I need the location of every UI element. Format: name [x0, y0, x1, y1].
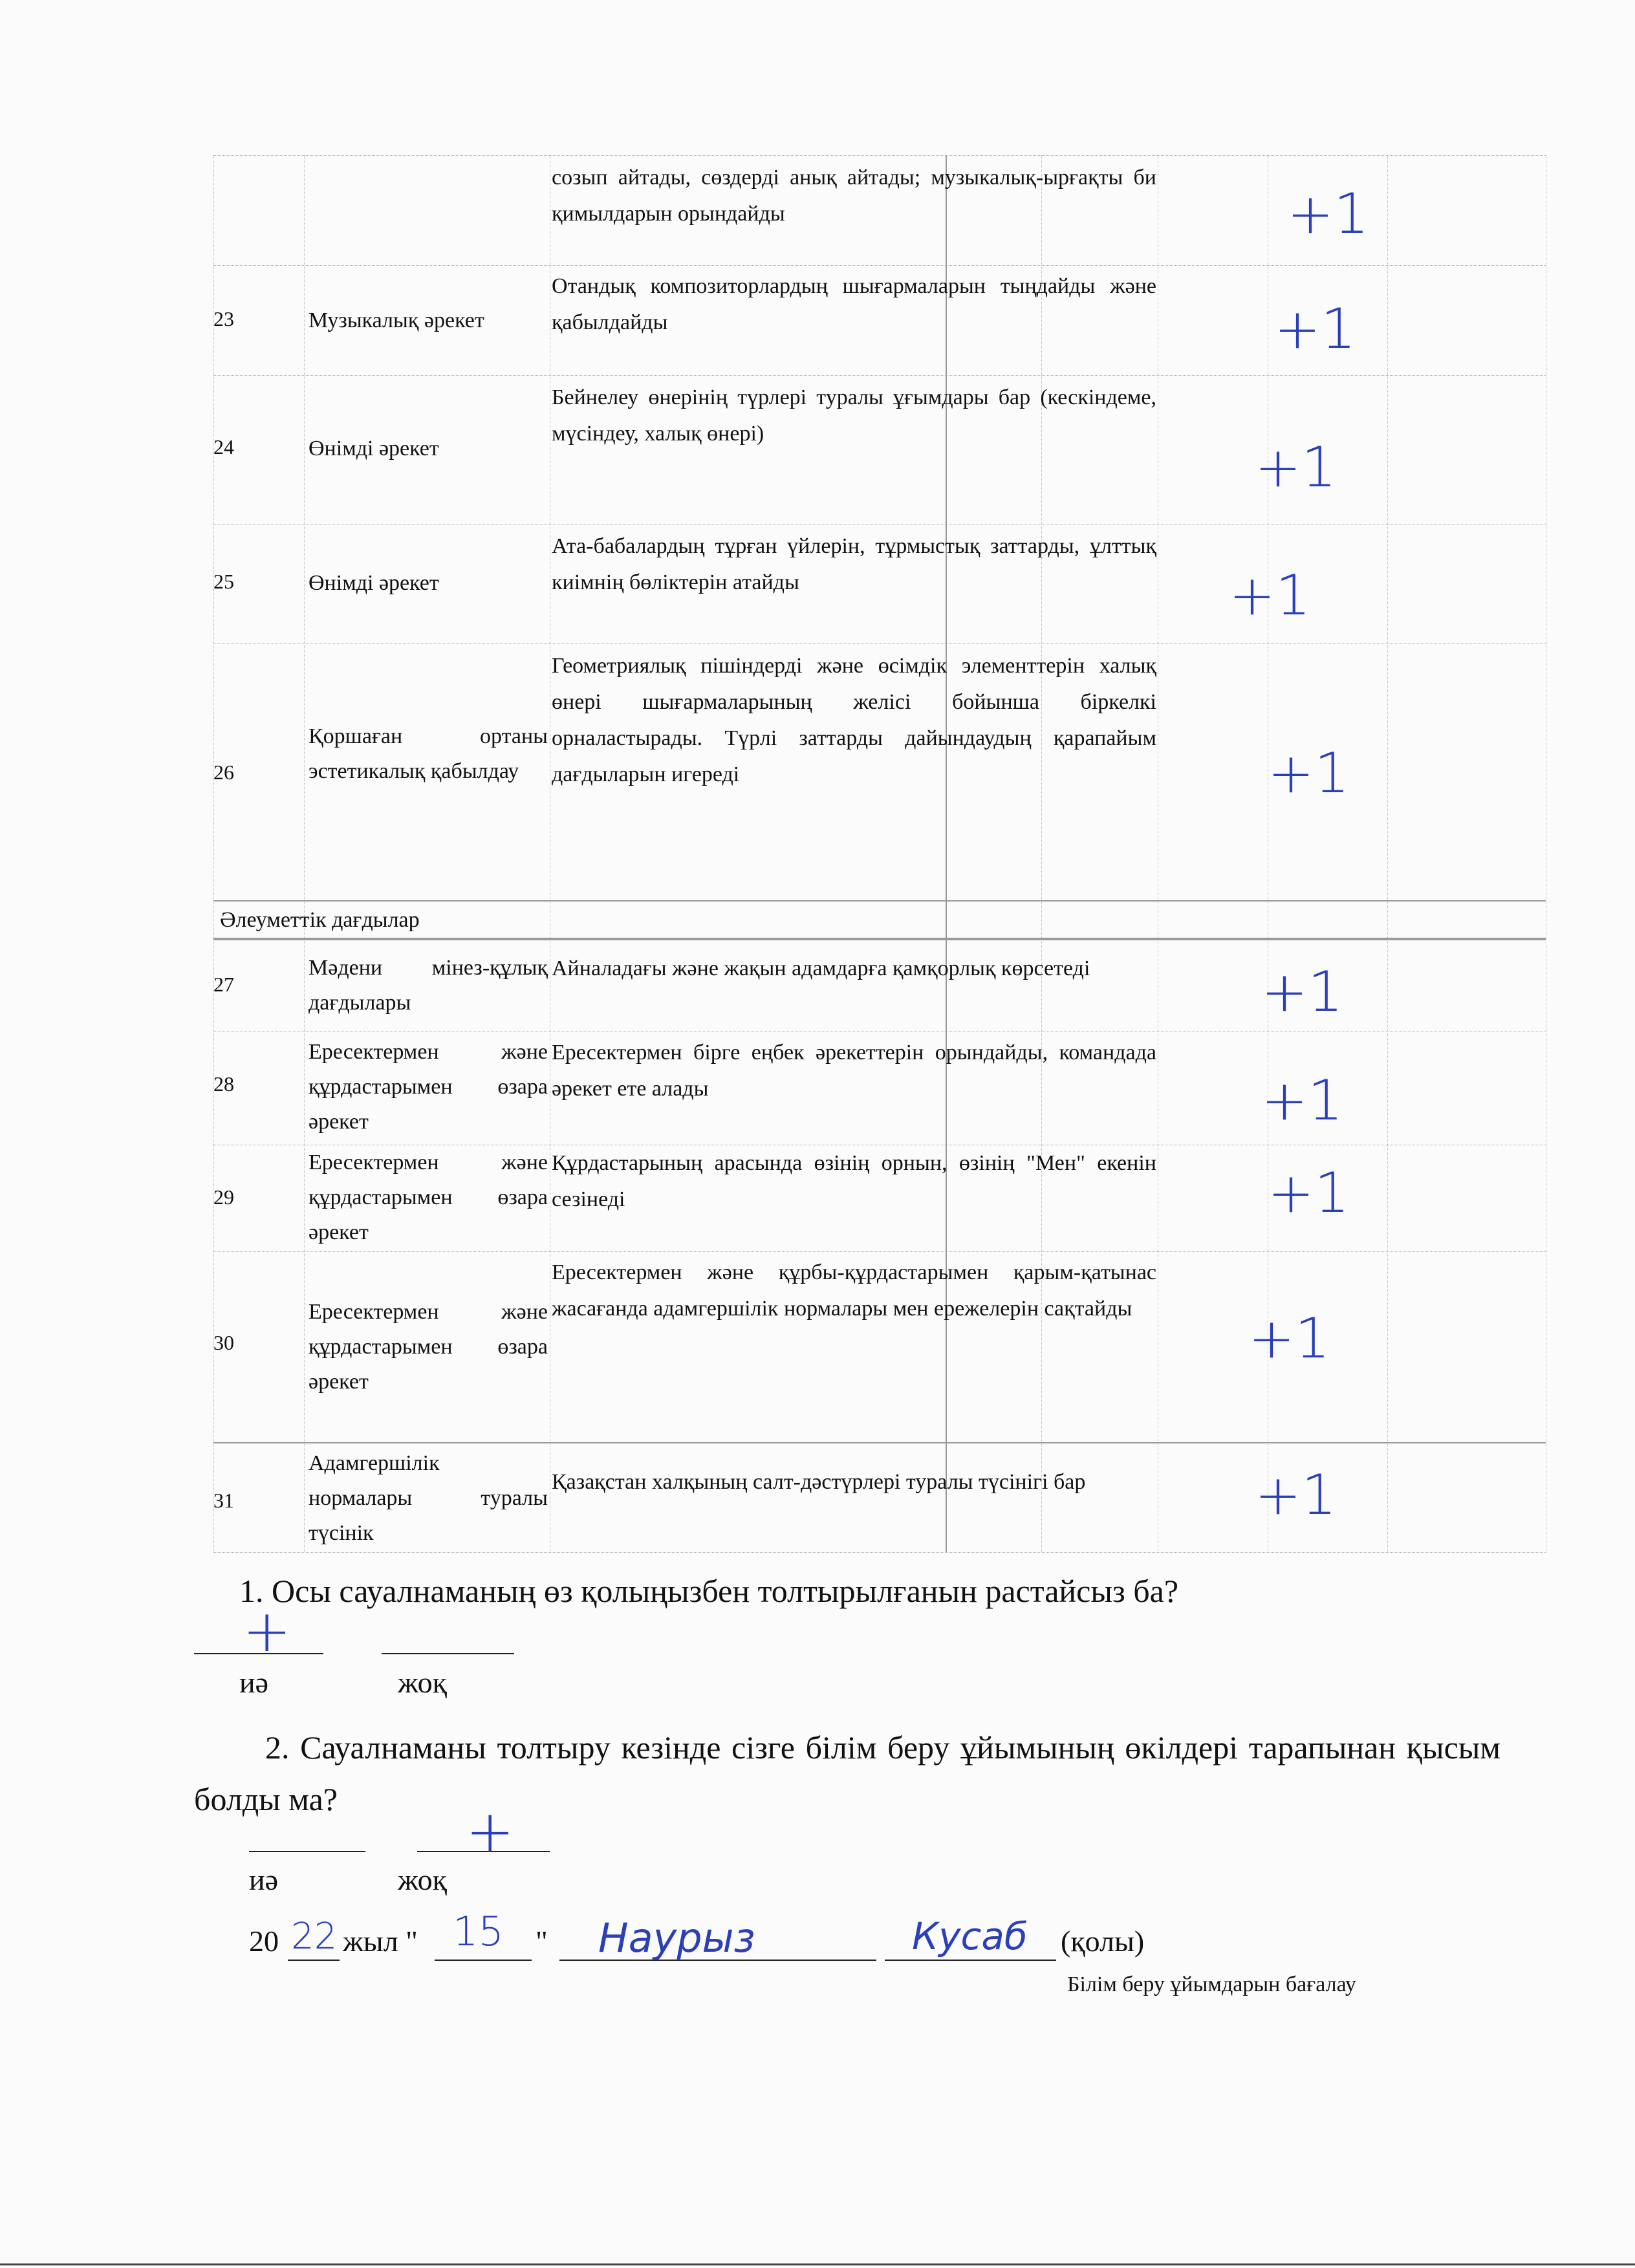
row-description: Қазақстан халқының салт-дәстүрлері туралы түсінігі бар	[552, 1470, 1086, 1494]
table-row	[213, 1145, 1546, 1252]
row-mark: +1	[1255, 435, 1337, 500]
quote-close: "	[536, 1925, 548, 1958]
row-number: 25	[213, 570, 234, 593]
row-number: 23	[213, 307, 234, 330]
row-mark: +1	[1248, 1306, 1330, 1371]
row-mark: +1	[1229, 563, 1311, 628]
day-line	[435, 1960, 532, 1961]
signature-handwritten: Кусаб	[912, 1914, 1028, 1958]
page-bottom-edge	[0, 2263, 1635, 2265]
question-1: 1. Осы сауалнаманың өз қолыңызбен толтырылғанын растайсыз ба?	[239, 1573, 1179, 1609]
q2-yes-line	[249, 1851, 365, 1852]
row-description: Геометриялық пішіндерді және өсімдік элементтерін халық өнері шығармаларының желісі бойынша біркелкі орналастырады. Түрлі заттарды дайындаудың қарапайым дағдыларын игереді	[552, 654, 1156, 786]
row-area: Мәдени мінез-құлық дағдылары	[309, 956, 548, 1015]
q1-yes-mark: +	[243, 1597, 292, 1665]
row-description: Ересектермен және құрбы-құрдастарымен қарым-қатынас жасағанда адамгершілік нормалары мен ережелерін сақтайды	[552, 1260, 1156, 1321]
q2-yes-label: иә	[249, 1863, 279, 1896]
row-number: 31	[213, 1489, 234, 1512]
section-title-text: Әлеуметтік дағдылар	[220, 908, 420, 932]
q1-no-line	[382, 1653, 514, 1654]
row-area: Адамгершілік нормалары туралы түсінік	[309, 1451, 548, 1545]
question-2: 2. Сауалнаманы толтыру кезінде сізге білім беру ұйымының өкілдері тарапынан қысым болды ма?	[194, 1729, 1500, 1817]
q2-no-mark: +	[466, 1798, 515, 1866]
table-row	[213, 524, 1546, 644]
table-row	[213, 265, 1546, 376]
row-description: Құрдастарының арасында өзінің орнын, өзінің "Мен" екенін сезінеді	[552, 1151, 1156, 1211]
year-prefix: 20	[249, 1925, 279, 1958]
row-number: 27	[213, 973, 234, 996]
sign-label: (қолы)	[1061, 1925, 1145, 1958]
row-mark: +1	[1268, 741, 1350, 806]
q2-no-label: жоқ	[398, 1863, 447, 1896]
q1-yes-label: иә	[239, 1666, 269, 1699]
row-number: 28	[213, 1072, 234, 1096]
table-row	[213, 1251, 1546, 1443]
table-row	[213, 643, 1546, 909]
row-mark: +1	[1261, 960, 1343, 1024]
row-description: Бейнелеу өнерінің түрлері туралы ұғымдары бар (кескіндеме, мүсіндеу, халық өнері)	[552, 385, 1156, 446]
table-row	[213, 1442, 1546, 1553]
month-handwritten: Наурыз	[598, 1914, 755, 1961]
year-handwritten: 22	[291, 1916, 338, 1958]
row-description: Ата-бабалардың тұрған үйлерін, тұрмыстық заттарды, ұлттық киімнің бөліктерін атайды	[552, 534, 1156, 594]
row-number: 29	[213, 1185, 234, 1209]
row-area: Ересектермен және құрдастарымен өзара әрекет	[309, 1040, 548, 1134]
row-area: Ересектермен және құрдастарымен өзара әрекет	[309, 1150, 548, 1244]
signature-line	[885, 1960, 1056, 1961]
row-mark: +1	[1268, 1161, 1350, 1226]
table-row	[213, 375, 1546, 524]
row-mark: +1	[1261, 1068, 1343, 1133]
row-area: Қоршаған ортаны эстетикалық қабылдау	[309, 724, 548, 783]
row-description: Айналадағы және жақын адамдарға қамқорлық көрсетеді	[552, 956, 1090, 980]
row-mark: +1	[1287, 182, 1369, 246]
q1-no-label: жоқ	[398, 1666, 447, 1699]
table-row	[213, 155, 1546, 266]
day-handwritten: 15	[453, 1908, 504, 1955]
table-row	[213, 1031, 1546, 1145]
row-description: Ересектермен бірге еңбек әрекеттерін орындайды, командада әрекет ете алады	[552, 1041, 1156, 1101]
row-description: созып айтады, сөздерді анық айтады; музыкалық-ырғақты би қимылдарын орындайды	[552, 166, 1156, 226]
row-number: 24	[213, 435, 234, 459]
table-bottom-border	[213, 1552, 1546, 1553]
row-area: Өнімді әрекет	[309, 437, 439, 460]
row-number: 30	[213, 1331, 234, 1354]
year-word: жыл "	[343, 1925, 418, 1958]
row-area: Музыкалық әрекет	[309, 308, 484, 332]
row-number: 26	[213, 761, 234, 784]
org-caption: Білім беру ұйымдарын бағалау	[1067, 1972, 1356, 1996]
row-mark: +1	[1274, 297, 1356, 362]
row-description: Отандық композиторлардың шығармаларын тыңдайды және қабылдайды	[552, 274, 1156, 334]
section-title	[213, 900, 1546, 940]
row-area: Ересектермен және құрдастарымен өзара әрекет	[309, 1300, 548, 1394]
row-mark: +1	[1255, 1463, 1337, 1528]
year-line	[288, 1960, 340, 1961]
row-area: Өнімді әрекет	[309, 571, 439, 595]
table-row	[213, 938, 1546, 1033]
